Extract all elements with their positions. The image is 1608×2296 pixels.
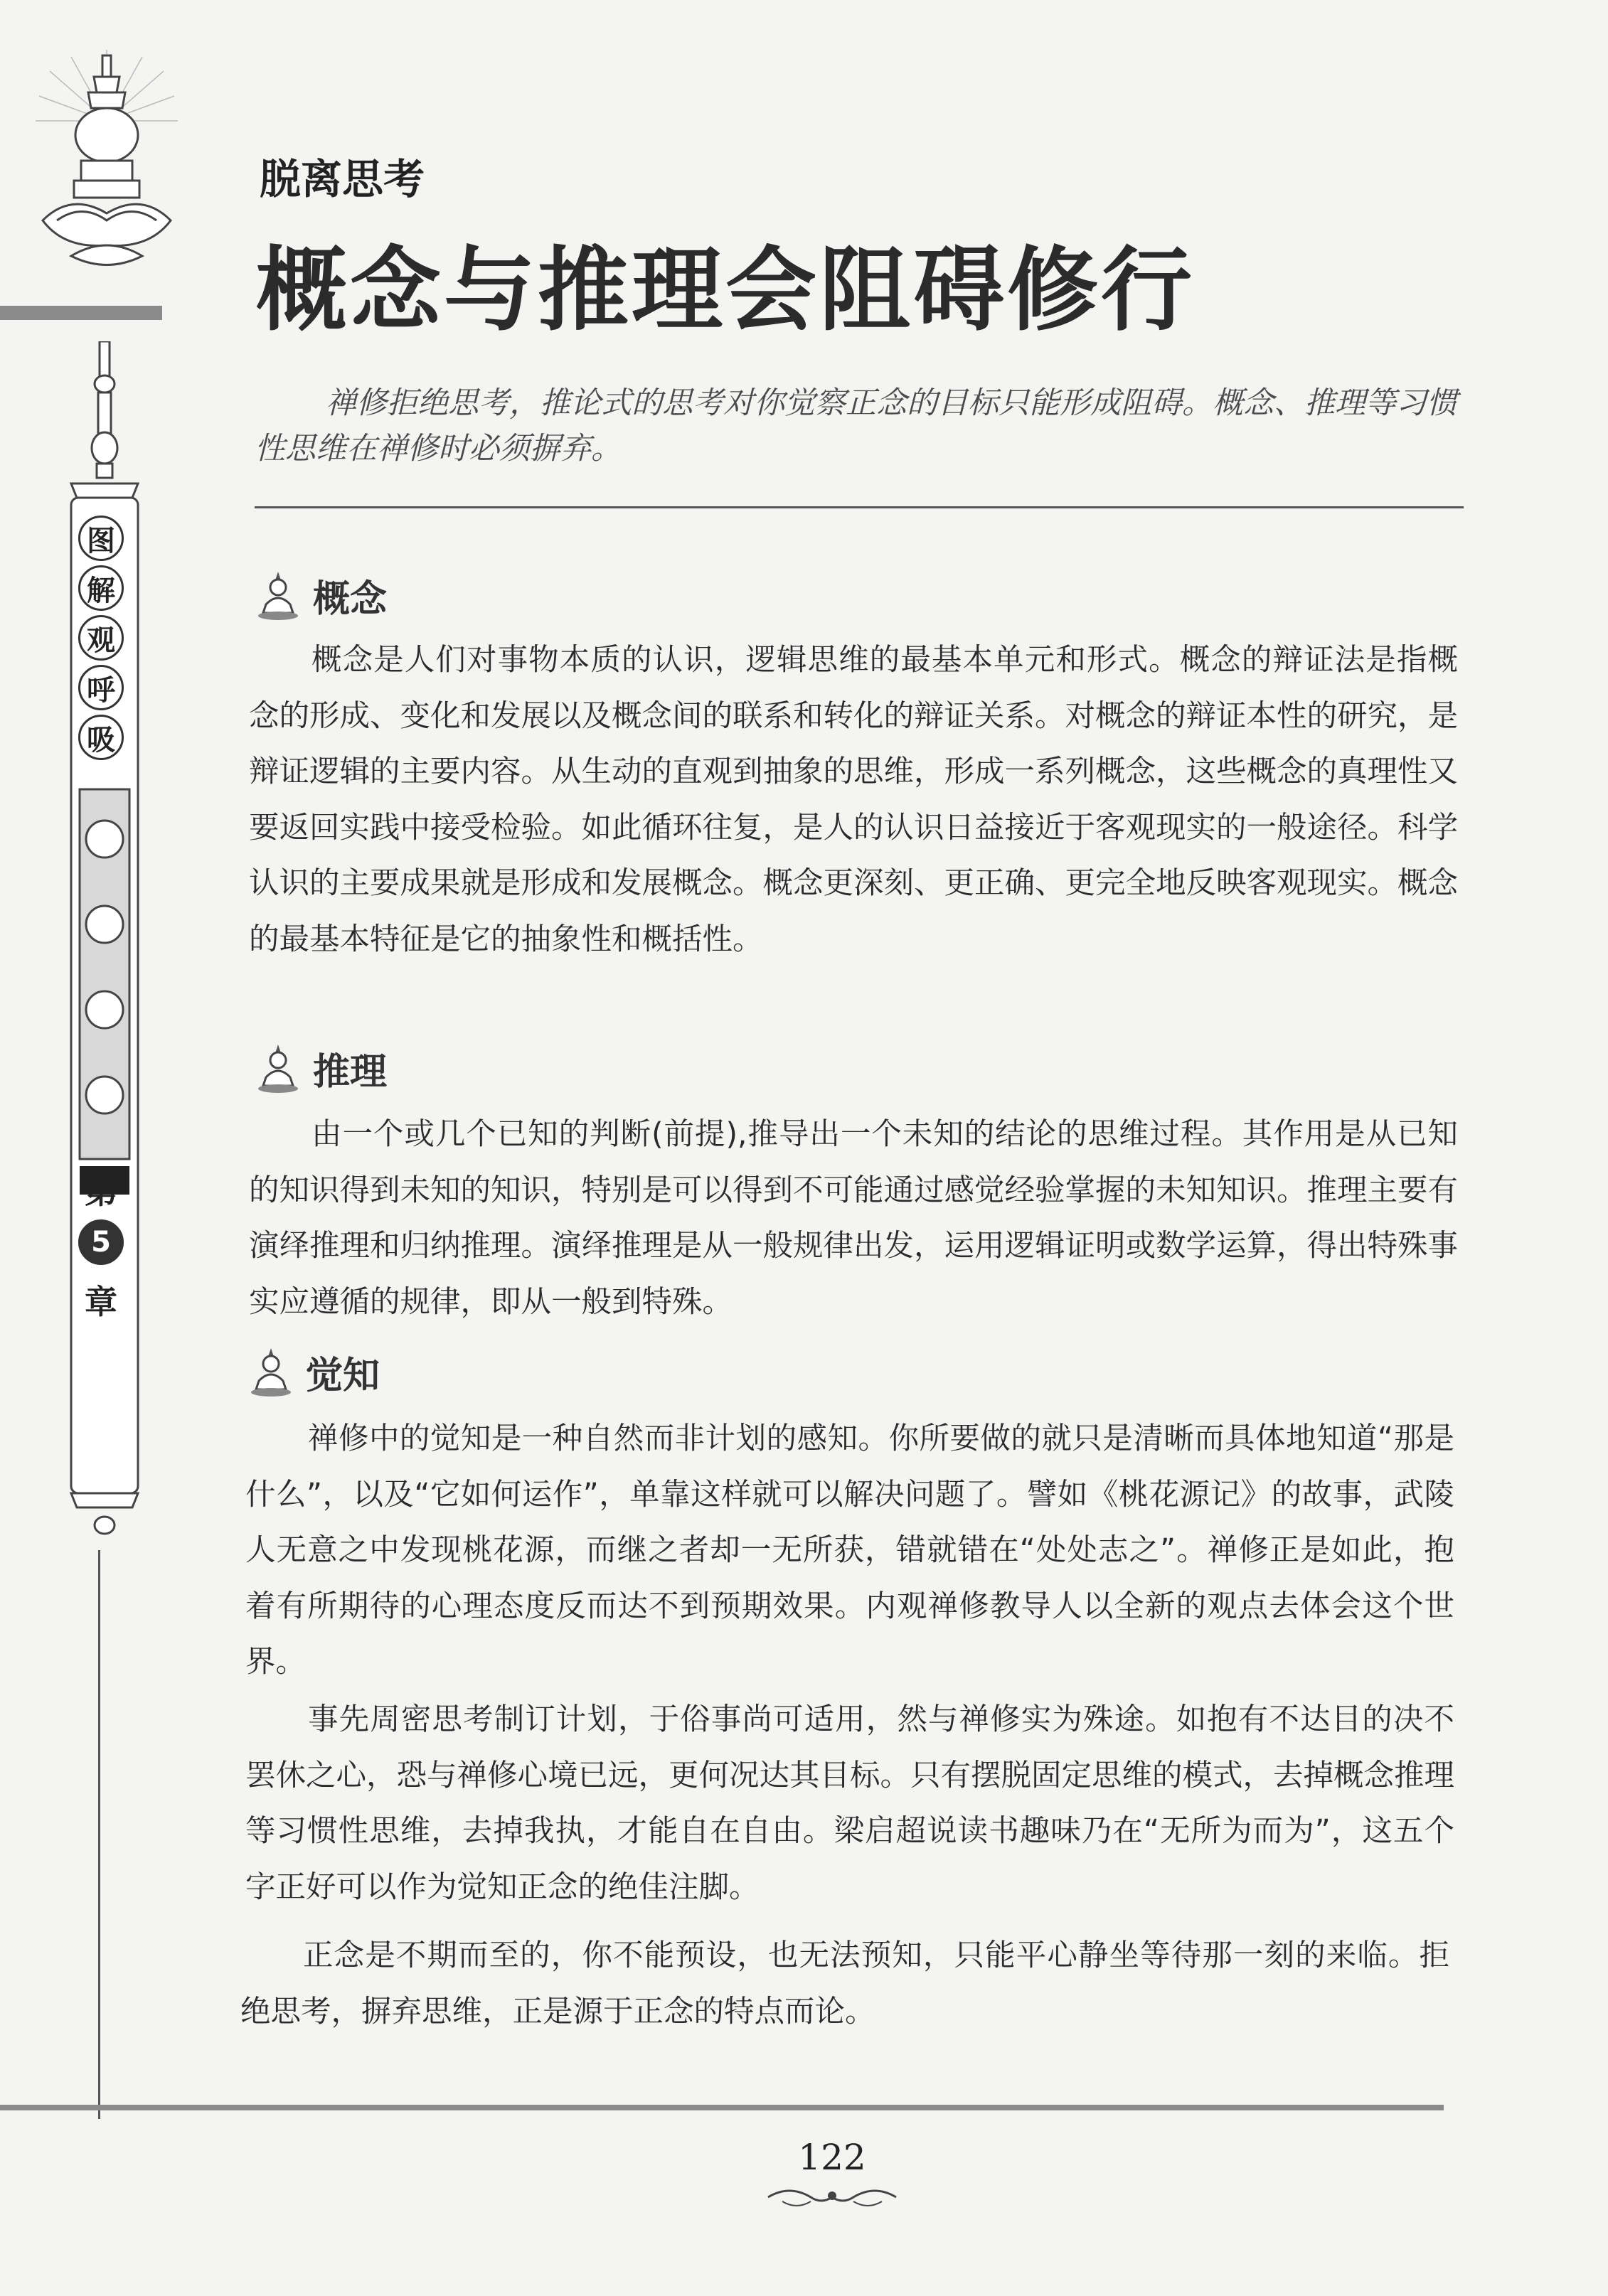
top-left-rule <box>0 306 162 320</box>
section-paragraph: 事先周密思考制订计划，于俗事尚可适用，然与禅修实为殊途。如抱有不达目的决不罢休之心，恐与禅修心境已远，更何况达其目标。只有摆脱固定思维的模式，去掉概念推理等习惯性思维，去掉我执，才能自在自由。梁启超说读书趣味乃在“无所为而为”，这五个字正好可以作为觉知正念的绝佳注脚。 <box>245 1702 1455 1905</box>
section-paragraph: 概念是人们对事物本质的认识，逻辑思维的最基本单元和形式。概念的辩证法是指概念的形成、变化和发展以及概念间的联系和转化的辩证关系。对概念的辩证本性的研究，是辩证逻辑的主要内容。从生动的直观到抽象的思维，形成一系列概念，这些概念的真理性又要返回实践中接受检验。如此循环往复，是人的认识日益接近于客观现实的一般途径。科学认识的主要成果就是形成和发展概念。概念更深刻、更正确、更完全地反映客观现实。概念的最基本特征是它的抽象性和概括性。 <box>249 643 1459 957</box>
chapter-number: 5 <box>78 1219 124 1265</box>
section-title: 推理 <box>313 1050 388 1094</box>
book-title-char-4: 呼 <box>78 665 124 710</box>
chapter-prefix: 第 <box>85 1173 117 1211</box>
book-title-char-2: 解 <box>78 565 124 611</box>
meditating-figure-icon <box>249 1347 293 1398</box>
stupa-lotus-ornament <box>28 43 185 277</box>
intro-divider <box>255 506 1464 508</box>
book-title-char-3: 观 <box>78 615 124 661</box>
meditating-figure-icon <box>256 1043 300 1094</box>
section-heading <box>256 1042 387 1095</box>
section-title: 概念 <box>313 577 388 621</box>
page-number-ornament <box>761 2183 903 2211</box>
meditating-figure-icon <box>256 570 300 621</box>
book-title-char-5: 吸 <box>78 715 124 760</box>
section-kicker: 脱离思考 <box>260 155 425 203</box>
section-heading <box>249 1345 380 1399</box>
section-paragraph: 正念是不期而至的，你不能预设，也无法预知，只能平心静坐等待那一刻的来临。拒绝思考，摒弃思维，正是源于正念的特点而论。 <box>240 1938 1449 2029</box>
section-paragraph: 由一个或几个已知的判断(前提),推导出一个未知的结论的思维过程。其作用是从已知的知识得到未知的知识，特别是可以得到不可能通过感觉经验掌握的未知知识。推理主要有演绎推理和归纳推理。演绎推理是从一般规律出发，运用逻辑证明或数学运算，得出特殊事实应遵循的规律，即从一般到特殊。 <box>249 1117 1459 1320</box>
section-heading <box>256 569 387 622</box>
intro-paragraph: 禅修拒绝思考，推论式的思考对你觉察正念的目标只能形成阻碍。概念、推理等习惯性思维在禅修时必须摒弃。 <box>255 385 1457 466</box>
page-number: 122 <box>798 2137 866 2178</box>
section-paragraph: 禅修中的觉知是一种自然而非计划的感知。你所要做的就只是清晰而具体地知道“那是什么”，以及“它如何运作”，单靠这样就可以解决问题了。譬如《桃花源记》的故事，武陵人无意之中发现桃花源，而继之者却一无所获，错就错在“处处志之”。禅修正是如此，抱着有所期待的心理态度反而达不到预期效果。内观禅修教导人以全新的观点去体会这个世界。 <box>245 1421 1454 1680</box>
book-title-char-1: 图 <box>78 516 124 561</box>
page-title: 概念与推理会阻碍修行 <box>256 237 1196 343</box>
chapter-suffix: 章 <box>85 1283 117 1321</box>
section-title: 觉知 <box>306 1354 380 1397</box>
left-vertical-line <box>98 1550 100 2119</box>
bottom-rule <box>0 2105 1444 2110</box>
